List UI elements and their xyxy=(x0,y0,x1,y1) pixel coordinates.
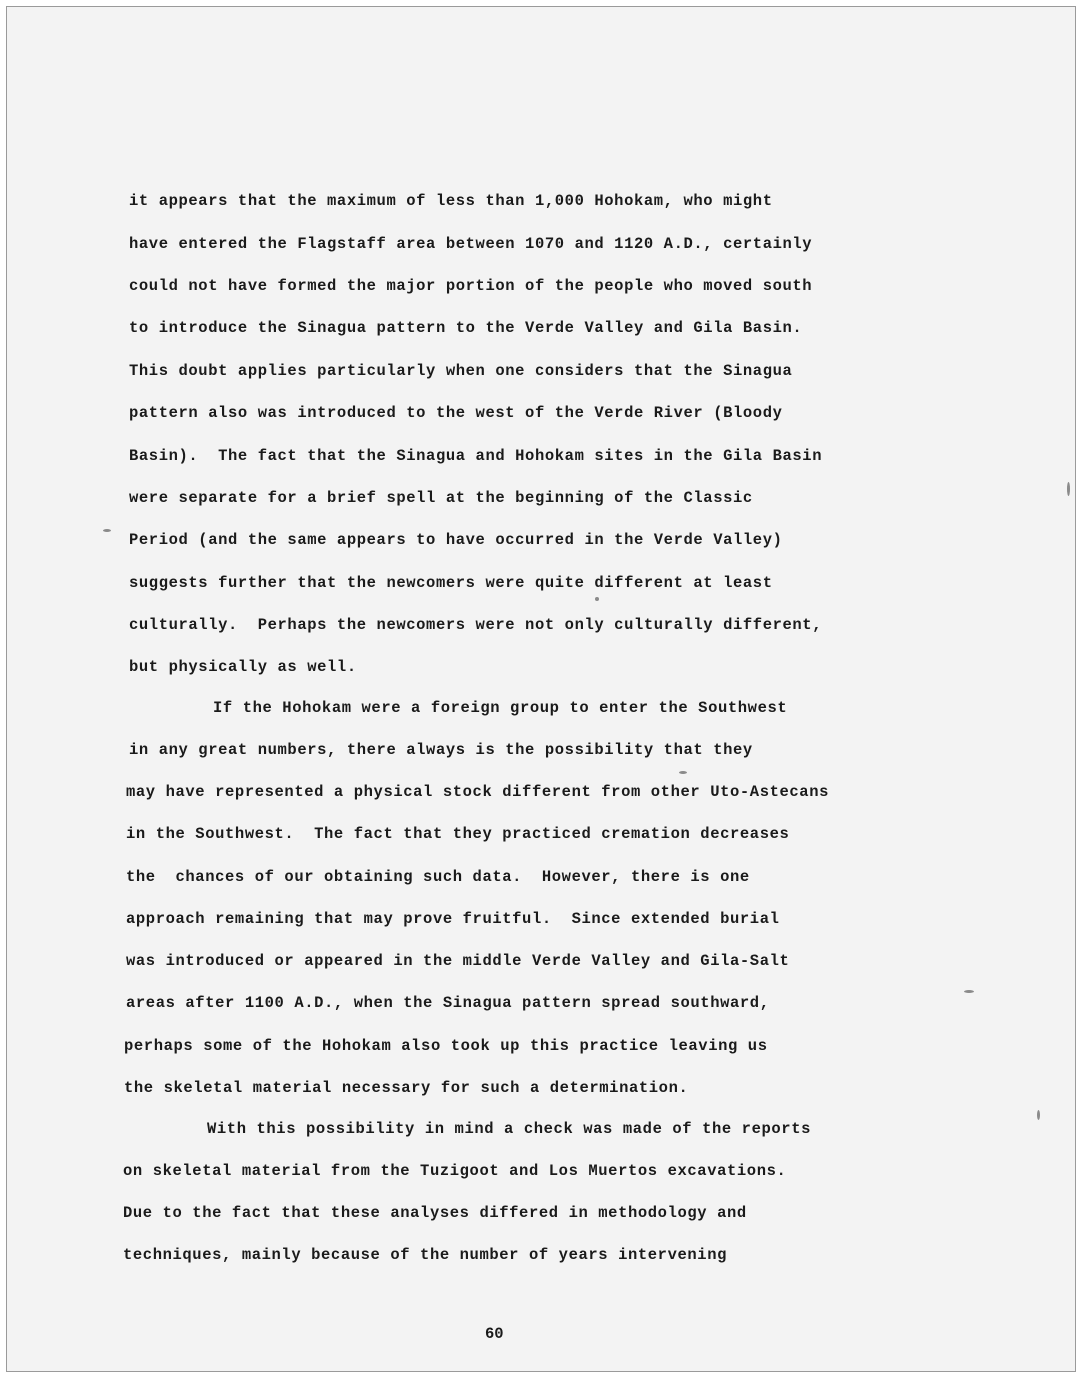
text-line: Basin). The fact that the Sinagua and Hohokam sites in the Gila Basin xyxy=(129,447,823,465)
text-line: With this possibility in mind a check was made of the reports xyxy=(207,1120,811,1138)
text-line: were separate for a brief spell at the beginning of the Classic xyxy=(129,489,753,507)
text-line: but physically as well. xyxy=(129,658,357,676)
scan-speck xyxy=(1067,482,1070,496)
text-line: techniques, mainly because of the number of years intervening xyxy=(123,1246,727,1264)
text-line: the chances of our obtaining such data. However, there is one xyxy=(126,868,750,886)
scan-speck xyxy=(103,529,111,532)
page-number: 60 xyxy=(485,1325,504,1343)
text-line: suggests further that the newcomers were quite different at least xyxy=(129,574,773,592)
text-line: could not have formed the major portion of the people who moved south xyxy=(129,277,813,295)
text-line: in any great numbers, there always is the possibility that they xyxy=(129,741,753,759)
text-line: in the Southwest. The fact that they practiced cremation decreases xyxy=(126,825,790,843)
scan-speck xyxy=(1037,1110,1040,1120)
scan-speck xyxy=(679,771,687,774)
text-line: was introduced or appeared in the middle Verde Valley and Gila-Salt xyxy=(126,952,790,970)
text-line: Due to the fact that these analyses differed in methodology and xyxy=(123,1204,747,1222)
text-line: to introduce the Sinagua pattern to the Verde Valley and Gila Basin. xyxy=(129,319,803,337)
text-line: areas after 1100 A.D., when the Sinagua pattern spread southward, xyxy=(126,994,770,1012)
scan-speck xyxy=(595,597,599,601)
text-line: pattern also was introduced to the west of the Verde River (Bloody xyxy=(129,404,783,422)
page-body xyxy=(7,7,1075,1371)
text-line: culturally. Perhaps the newcomers were not only culturally different, xyxy=(129,616,823,634)
text-line: This doubt applies particularly when one considers that the Sinagua xyxy=(129,362,793,380)
text-line: perhaps some of the Hohokam also took up this practice leaving us xyxy=(124,1037,768,1055)
text-line: it appears that the maximum of less than 1,000 Hohokam, who might xyxy=(129,192,773,210)
text-line: approach remaining that may prove fruitful. Since extended burial xyxy=(126,910,780,928)
text-line: may have represented a physical stock different from other Uto-Astecans xyxy=(126,783,830,801)
text-line: If the Hohokam were a foreign group to enter the Southwest xyxy=(213,699,788,717)
text-line: Period (and the same appears to have occurred in the Verde Valley) xyxy=(129,531,783,549)
text-line: on skeletal material from the Tuzigoot and Los Muertos excavations. xyxy=(123,1162,787,1180)
scanned-page xyxy=(6,6,1076,1372)
text-line: the skeletal material necessary for such a determination. xyxy=(124,1079,689,1097)
scan-speck xyxy=(964,990,974,993)
text-line: have entered the Flagstaff area between 1070 and 1120 A.D., certainly xyxy=(129,235,813,253)
